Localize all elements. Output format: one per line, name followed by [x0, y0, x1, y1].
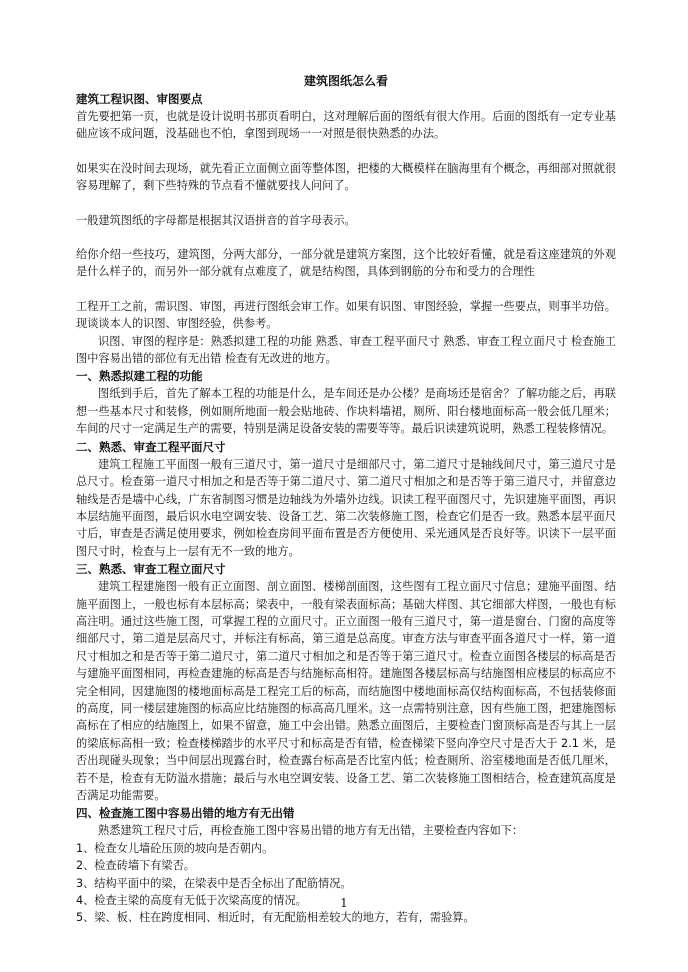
section-body: 图纸到手后，首先了解本工程的功能是什么，是车间还是办公楼？是商场还是宿舍？了解功能之后，再联想一些基本尺寸和装修，例如厕所地面一般会贴地砖、作块料墙裙，厕所、阳台楼地面标高一般会低几厘米；车间的尺寸一定满足生产的需要，特别是满足设备安装的需要等等。最后识读建筑说明，熟悉工程装修情况。 [76, 387, 616, 436]
intro-paragraph: 给你介绍一些技巧，建筑图，分两大部分，一部分就是建筑方案图，这个比较好看懂，就是看这座建筑的外观是什么样子的，而另外一部分就有点难度了，就是结构图，具体到钢筋的分布和受力的合理性 [76, 248, 616, 279]
section-body: 建筑工程建施图一般有正立面图、剖立面图、楼梯剖面图，这些图有工程立面尺寸信息；建施平面图、结施平面图上，一般也标有本层标高；梁表中，一般有梁表面标高；基础大样图、其它细部大样图，一般也有标高注明。通过这些施工图，可掌握工程的立面尺寸。正立面图一般有三道尺寸，第一道是窗台、门窗的高度等细部尺寸，第二道是层高尺寸，并标注有标高，第三道是总高度。审查方法与审查平面各道尺寸一样，第一道尺寸相加之和是否等于第二道尺寸，第二道尺寸相加之和是否等于第三道尺寸。检查立面图各楼层的标高是否与建施平面图相同，再检查建施的标高是否与结施标高相符。建施图各楼层标高与结施图相应楼层的标高应不完全相同，因建施图的楼地面标高是工程完工后的标高，而结施图中楼地面标高仅结构面标高，不包括装修面的高度，同一楼层建施图的标高应比结施图的标高高几厘米。这一点需特别注意，因有些施工图，把建施图标高标在了相应的结施图上，如果不留意，施工中会出错。熟悉立面图后，主要检查门窗顶标高是否与其上一层的梁底标高相一致；检查楼梯踏步的水平尺寸和标高是否有错，检查梯梁下竖向净空尺寸是否大于 2.1 米，是否出现碰头现象；当中间层出现露台时，检查露台标高是否比室内低；检查厕所、浴室楼地面是否低几厘米，若不是，检查有无防溢水措施；最后与水电空调安装、设备工艺、第二次装修施工图相结合，检查建筑高度是否满足功能需要。 [76, 580, 616, 802]
section-heading: 三、熟悉、审查工程立面尺寸 [76, 562, 226, 577]
section-body: 熟悉建筑工程尺寸后，再检查施工图中容易出错的地方有无出错，主要检查内容如下： [98, 824, 524, 838]
paragraph-gap [76, 143, 616, 160]
section-body: 建筑工程施工平面图一般有三道尺寸，第一道尺寸是细部尺寸，第二道尺寸是轴线间尺寸，第三道尺寸是总尺寸。检查第一道尺寸相加之和是否等于第二道尺寸、第二道尺寸相加之和是否等于第三道尺寸，并留意边轴线是否是墙中心线，广东省制图习惯是边轴线为外墙外边线。识读工程平面图尺寸，先识建施平面图，再识本层结施平面图，最后识水电空调安装、设备工艺、第二次装修施工图，检查它们是否一致。熟悉本层平面尺寸后，审查是否满足使用要求，例如检查房间平面布置是否方便使用、采光通风是否良好等。识读下一层平面图尺寸时，检查与上一层有无不一致的地方。 [76, 457, 616, 558]
intro-heading: 建筑工程识图、审图要点 [76, 92, 203, 106]
paragraph-gap [76, 281, 616, 298]
checklist-item: 2、检查砖墙下有梁否。 [76, 859, 195, 873]
section-heading: 二、熟悉、审查工程平面尺寸 [76, 439, 226, 454]
paragraph-gap [76, 229, 616, 246]
checklist-item: 5、梁、板、柱在跨度相同、相近时，有无配筋相差较大的地方，若有，需验算。 [76, 911, 475, 925]
intro-paragraph: 工程开工之前，需识图、审图，再进行图纸会审工作。如果有识图、审图经验，掌握一些要点，则事半功倍。现谈谈本人的识图、审图经验，供参考。 [76, 299, 616, 331]
checklist-item: 1、检查女儿墙砼压顶的坡向是否朝内。 [76, 841, 274, 855]
procedure-paragraph: 识图、审图的程序是：熟悉拟建工程的功能 熟悉、审查工程平面尺寸 熟悉、审查工程立面尺寸 检查施工图中容易出错的部位有无出错 检查有无改进的地方。 [76, 334, 616, 366]
intro-paragraph: 一般建筑图纸的字母都是根据其汉语拼音的首字母表示。 [76, 213, 356, 227]
checklist-item: 3、结构平面中的梁，在梁表中是否全标出了配筋情况。 [76, 876, 352, 890]
section-heading: 一、熟悉拟建工程的功能 [76, 369, 203, 384]
intro-paragraph: 首先要把第一页，也就是设计说明书那页看明白，这对理解后面的图纸有很大作用。后面的图纸有一定专业基础应该不成问题，没基础也不怕，拿图到现场一一对照是很快熟悉的办法。 [76, 110, 616, 141]
document-title: 建筑图纸怎么看 [303, 74, 388, 88]
intro-paragraph: 如果实在没时间去现场，就先看正立面侧立面等整体图，把楼的大概模样在脑海里有个概念，再细部对照就很容易理解了，剩下些特殊的节点看不懂就要找人问问了。 [76, 161, 616, 193]
section-heading: 四、检查施工图中容易出错的地方有无出错 [76, 806, 295, 821]
paragraph-gap [76, 195, 616, 212]
checklist-item: 4、检查主梁的高度有无低于次梁高度的情况。 [76, 894, 307, 908]
document-page [76, 72, 616, 927]
page-number: 1 [340, 896, 348, 910]
